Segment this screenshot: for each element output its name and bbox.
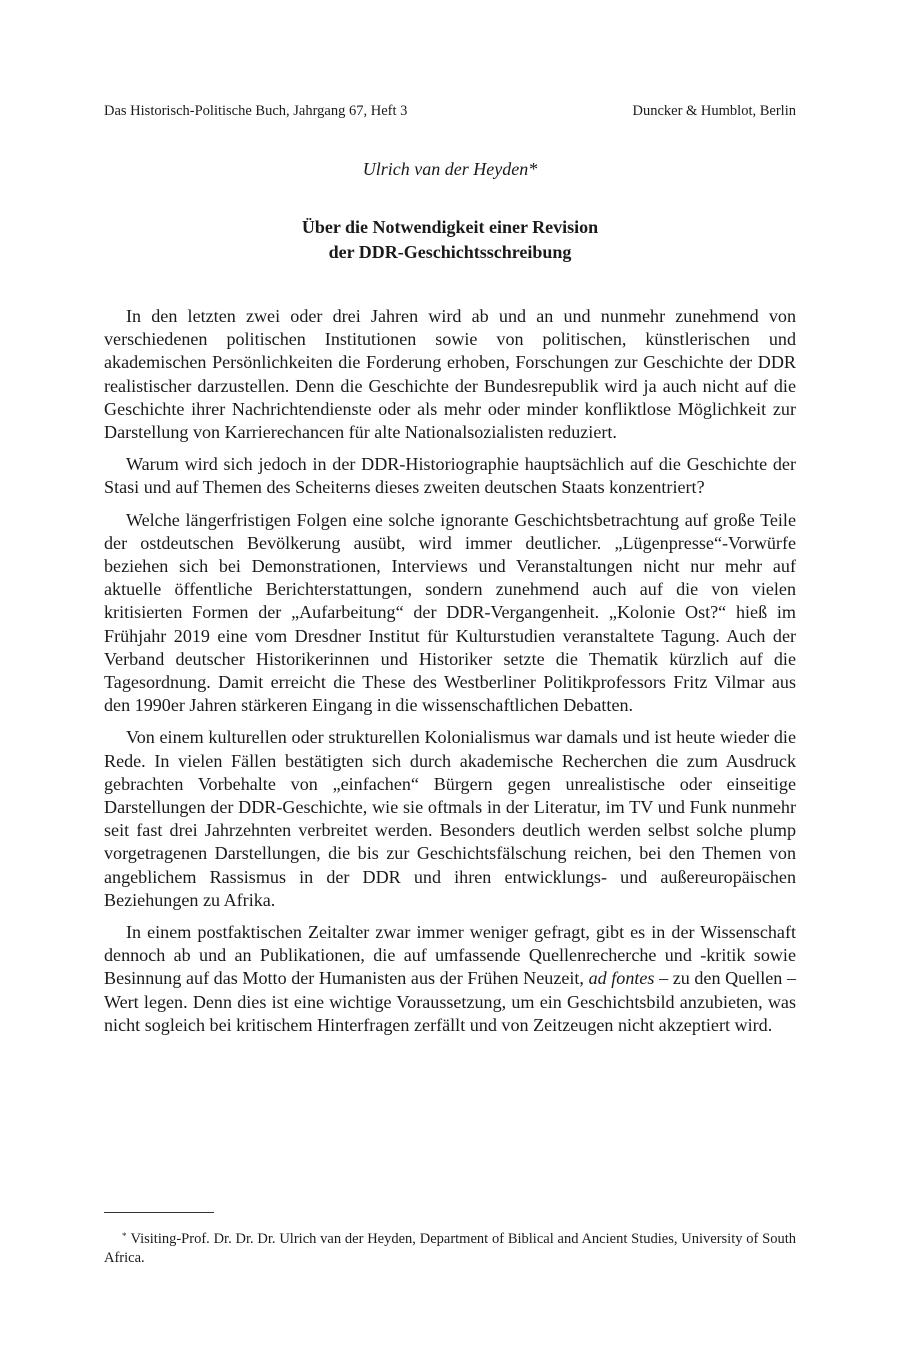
paragraph-3: Welche längerfristigen Folgen eine solche ignorante Geschichtsbetrachtung auf große Teile der ostdeutschen Bevölkerung ausübt, wird immer deutlicher. „Lügenpresse“-Vorwürfe beziehen sich bei Demonstrationen, Interviews und Veranstaltungen nicht nur mehr auf aktuelle öffentliche Berichterstattungen, sondern zunehmend auch auf die von vielen kritisierten Formen der „Aufarbeitung“ der DDR-Vergangenheit. „Kolonie Ost?“ hieß im Frühjahr 2019 eine vom Dresdner Institut für Kulturstudien veranstaltete Tagung. Auch der Verband deutscher Historikerinnen und Historiker setzte die Thematik kürzlich auf die Tagesordnung. Damit erreicht die These des Westberliner Politikprofessors Fritz Vilmar aus den 1990er Jahren stärkeren Eingang in die wissenschaftlichen Debatten. [104, 509, 796, 716]
paragraph-5-end: – zu den Quellen – Wert legen. Denn dies ist eine wichtige Voraussetzung, um ein Geschichtsbild anzubieten, was nicht sogleich bei kritischem Hinterfragen zerfällt und von Zeitzeugen nicht akzeptiert wird. [104, 968, 796, 1035]
footnote [104, 1227, 796, 1267]
paragraph-2: Warum wird sich jedoch in der DDR-Historiographie hauptsächlich auf die Geschichte der Stasi und auf Themen des Scheiterns dieses zweiten deutschen Staats konzentriert? [104, 454, 796, 498]
article-body [104, 305, 796, 1037]
author-name: Ulrich van der Heyden* [362, 159, 538, 179]
paragraph-4: Von einem kulturellen oder strukturellen Kolonialismus war damals und ist heute wieder die Rede. In vielen Fällen bestätigten sich durch akademische Recherchen die zum Ausdruck gebrachten Vorbehalte von „einfachen“ Bürgern gegen unrealistische oder einseitige Darstellungen der DDR-Geschichte, wie sie oftmals in der Literatur, im TV und Funk nunmehr seit fast drei Jahrzehnten verbreitet werden. Besonders deutlich werden selbst solche plump vorgetragenen Darstellungen, die bis zur Geschichtsfälschung reichen, bei den Themen von angeblichem Rassismus in der DDR und ihren entwicklungs- und außereuropäischen Beziehungen zu Afrika. [104, 727, 796, 910]
paragraph-5-start: In einem postfaktischen Zeitalter zwar immer weniger gefragt, gibt es in der Wissenschaft dennoch ab und an Publikationen, die auf umfassende Quellenrecherche und -kritik sowie Besinnung auf das Motto der Humanisten aus der Frühen Neuzeit, [104, 922, 796, 989]
paragraph-5 [104, 921, 796, 1037]
publisher: Duncker & Humblot, Berlin [632, 103, 796, 119]
footnote-text: Visiting-Prof. Dr. Dr. Dr. Ulrich van der Heyden, Department of Biblical and Ancient Studies, University of South Africa. [104, 1231, 796, 1266]
paragraph-1: In den letzten zwei oder drei Jahren wird ab und an und nunmehr zunehmend von verschiedenen politischen Institutionen sowie von politischen, künstlerischen und akademischen Persönlichkeiten die Forderung erhoben, Forschungen zur Geschichte der DDR realistischer darzustellen. Denn die Geschichte der Bundesrepublik wird ja auch nicht auf die Geschichte ihrer Nachrichtendienste oder als mehr oder minder konfliktlose Möglichkeit zur Darstellung von Karrierechancen für alte Nationalsozialisten reduziert. [104, 306, 796, 443]
title-line-2: der DDR-Geschichtsschreibung [328, 242, 572, 262]
footnote-divider [104, 1212, 214, 1213]
article-title [104, 215, 796, 265]
journal-title: Das Historisch-Politische Buch, Jahrgang 67, Heft 3 [104, 103, 408, 119]
latin-phrase: ad fontes [588, 968, 655, 989]
footnote-marker: * [122, 1231, 127, 1241]
title-line-1: Über die Notwendigkeit einer Revision [301, 217, 599, 237]
running-head [104, 102, 796, 120]
